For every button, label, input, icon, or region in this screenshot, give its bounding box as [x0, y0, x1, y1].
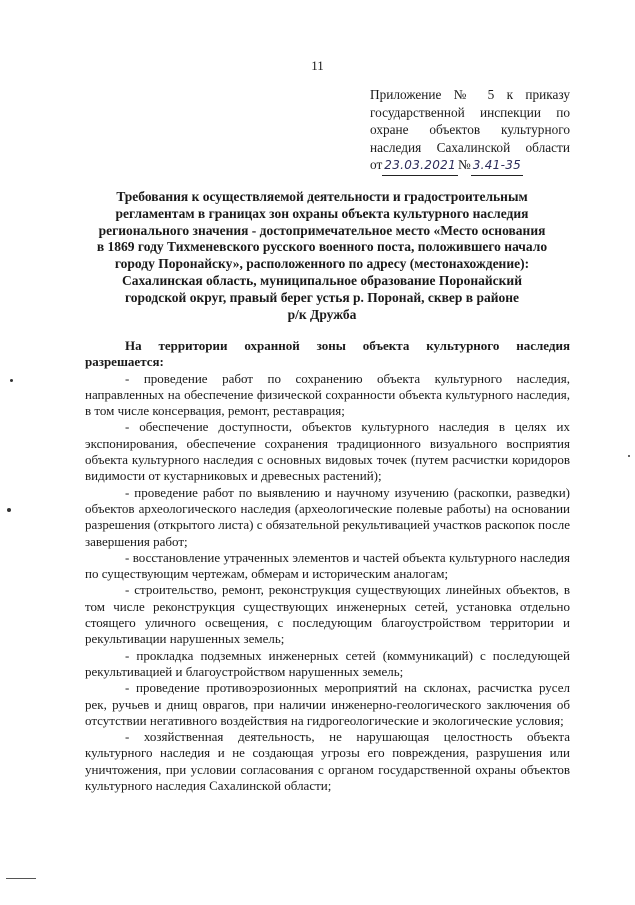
- title-line: регламентам в границах зон охраны объекта культурного наследия: [115, 205, 529, 221]
- appendix-block: [370, 86, 570, 176]
- title-line: Сахалинская область, муниципальное образование Поронайский: [121, 272, 522, 288]
- title-line: Требования к осуществляемой деятельности и градостроительным: [116, 189, 528, 204]
- appendix-line: Приложение № 5 к приказу: [370, 87, 570, 102]
- section-intro: На территории охранной зоны объекта культурного наследия разрешается:: [85, 338, 570, 370]
- appendix-line: охране объектов культурного: [370, 122, 570, 137]
- appendix-line: наследия Сахалинской области: [370, 139, 570, 155]
- title-line: регионального значения - достопримечательное место «Место основания: [98, 222, 546, 238]
- list-item: - строительство, ремонт, реконструкция существующих линейных объектов, в том числе реконструкция существующих инженерных сетей, установка отдельно стоящего уличного освещения, с последующим благоустройством территории и рекультивации нарушенных земель;: [85, 582, 570, 647]
- number-prefix: №: [458, 157, 471, 172]
- list-item: - проведение работ по выявлению и научному изучению (раскопки, разведки) объектов археологического наследия (археологические полевые работы) на основании разрешения (открытого листа) с обязательной рекультивацией участков раскопок после завершения работ;: [85, 484, 570, 549]
- handwritten-order-number: 3.41-35: [471, 157, 523, 176]
- list-item: - хозяйственная деятельность, не нарушающая целостность объекта культурного наследия и не создающая угрозы его повреждения, разрушения или уничтожения, при условии согласования с органом государственной охраны объектов культурного наследия Сахалинской области;: [85, 729, 570, 794]
- list-item: - проведение работ по сохранению объекта культурного наследия, направленных на обеспечение физической сохранности объекта культурного наследия, в том числе консервация, ремонт, реставрация;: [85, 370, 570, 419]
- list-item: - прокладка подземных инженерных сетей (коммуникаций) с последующей рекультивацией и благоустройством нарушенных земель;: [85, 647, 570, 679]
- handwritten-date: 23.03.2021: [382, 157, 458, 176]
- appendix-line: государственной инспекции по: [370, 104, 570, 120]
- list-item: - проведение противоэрозионных мероприятий на склонах, расчистка русел рек, ручьев и днищ оврагов, при наличии инженерно-геологического заключения об отсутствии негативного воздействия на гидрогеологические и экологические условия;: [85, 680, 570, 728]
- scan-dot-mark: [628, 455, 630, 457]
- title-line: р/к Дружба: [287, 306, 357, 322]
- order-date-line: [370, 156, 570, 176]
- list-item: - восстановление утраченных элементов и частей объекта культурного наследия по существующим чертежам, обмерам и историческим аналогам;: [85, 549, 570, 582]
- document-body: [85, 338, 570, 794]
- scan-edge-line: [6, 878, 36, 879]
- scan-dot-mark: [10, 379, 13, 382]
- scan-dot-mark: [7, 508, 11, 512]
- title-line: в 1869 году Тихменевского русского военного поста, положившего начало: [96, 239, 548, 255]
- date-prefix: от: [370, 157, 383, 172]
- document-title: [72, 189, 572, 323]
- title-line: городской округ, правый берег устья р. Поронай, сквер в районе: [124, 289, 520, 305]
- list-item: - обеспечение доступности, объектов культурного наследия в целях их экспонирования, обеспечение сохранения традиционного визуального восприятия объекта культурного наследия с основных видовых точек (путем расчистки коридоров видимости от кустарниковых и древесных растений);: [85, 419, 570, 484]
- title-line: городу Поронайску», расположенного по адресу (местонахождение):: [114, 256, 530, 272]
- page-number: 11: [311, 58, 324, 73]
